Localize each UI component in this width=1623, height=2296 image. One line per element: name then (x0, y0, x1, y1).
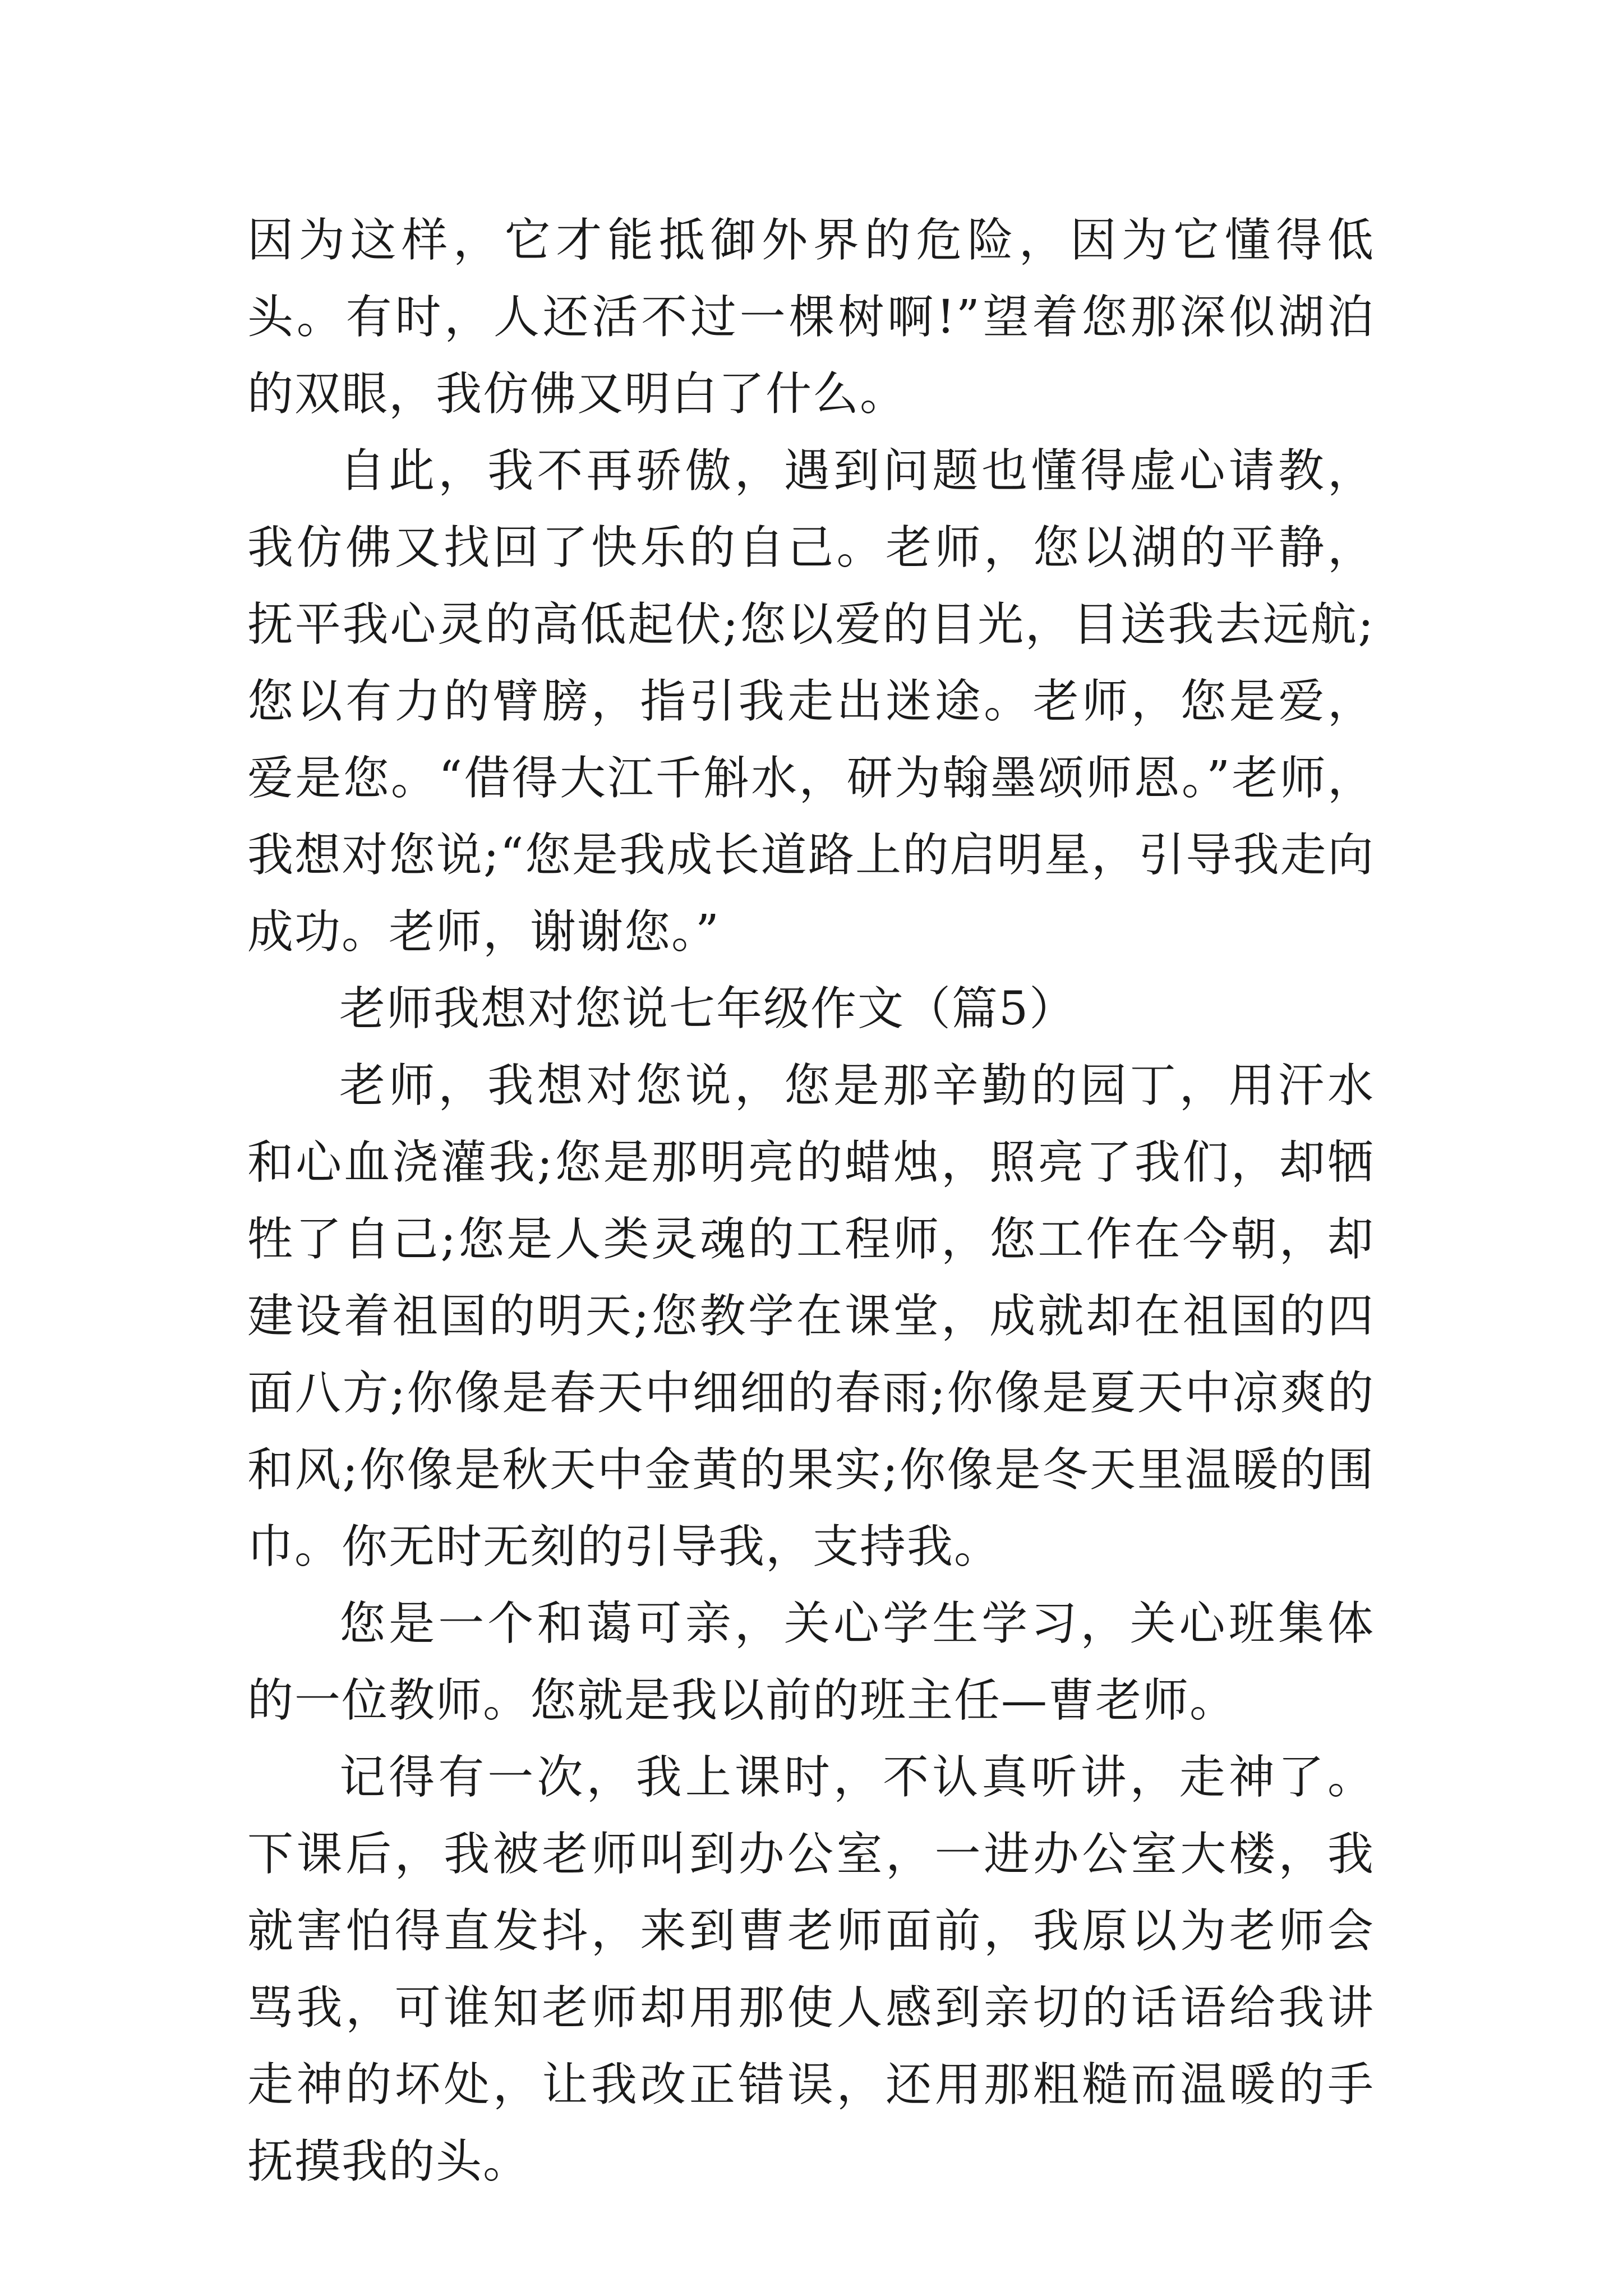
paragraph: 自此，我不再骄傲，遇到问题也懂得虚心请教，我仿佛又找回了快乐的自己。老师，您以湖的平静，抚平我心灵的高低起伏;您以爱的目光，目送我去远航;您以有力的臂膀，指引我走出迷途。老师，您是爱，爱是您。“借得大江千斛水，研为翰墨颂师恩。”老师，我想对您说;“您是我成长道路上的启明星，引导我走向成功。老师，谢谢您。” (247, 444, 1375, 959)
paragraph: 记得有一次，我上课时，不认真听讲，走神了。下课后，我被老师叫到办公室，一进办公室大楼，我就害怕得直发抖，来到曹老师面前，我原以为老师会骂我，可谁知老师却用那使人感到亲切的话语给我讲走神的坏处，让我改正错误，还用那粗糙而温暖的手抚摸我的头。 (247, 1751, 1375, 2188)
paragraph-continued: 因为这样，它才能抵御外界的危险，因为它懂得低头。有时，人还活不过一棵树啊!”望着您那深似湖泊的双眼，我仿佛又明白了什么。 (247, 214, 1375, 421)
document-body (247, 202, 1375, 2200)
section-heading: 老师我想对您说七年级作文（篇5） (339, 982, 1077, 1036)
paragraph: 老师，我想对您说，您是那辛勤的园丁，用汗水和心血浇灌我;您是那明亮的蜡烛，照亮了我们，却牺牲了自己;您是人类灵魂的工程师，您工作在今朝，却建设着祖国的明天;您教学在课堂，成就却在祖国的四面八方;你像是春天中细细的春雨;你像是夏天中凉爽的和风;你像是秋天中金黄的果实;你像是冬天里温暖的围巾。你无时无刻的引导我，支持我。 (247, 1059, 1375, 1573)
paragraph: 您是一个和蔼可亲，关心学生学习，关心班集体的一位教师。您就是我以前的班主任—曹老师。 (247, 1597, 1375, 1727)
